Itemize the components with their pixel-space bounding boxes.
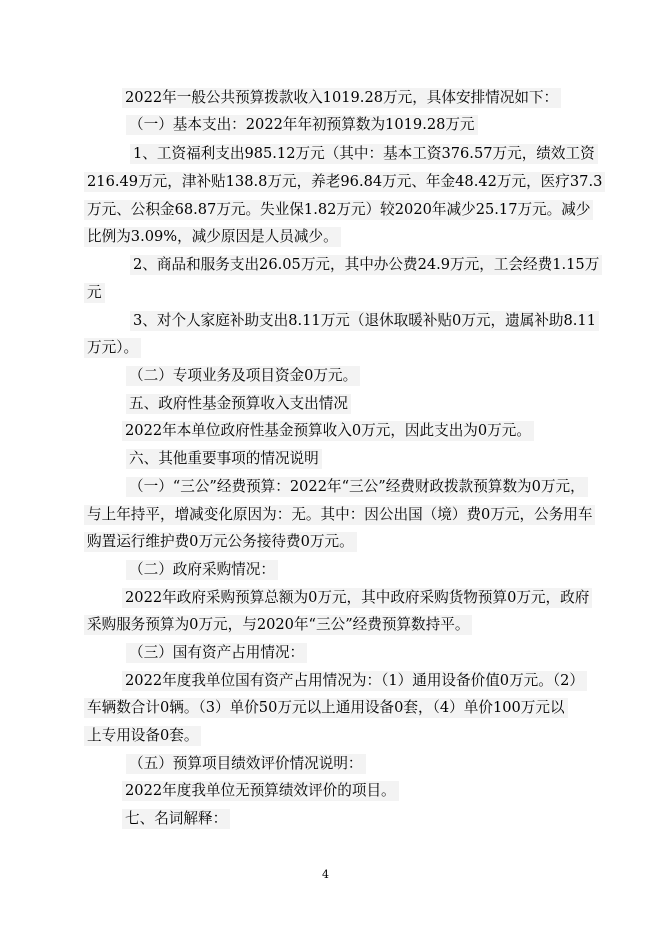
- text-line: 万元、公积金68.87万元。失业保1.82万元）较2020年减少25.17万元。减少: [84, 200, 593, 220]
- text-line: 比例为3.09%，减少原因是人员减少。: [84, 227, 341, 247]
- text-line: 216.49万元，津补贴138.8万元，养老96.84万元、年金48.42万元，医疗37.3: [84, 172, 605, 192]
- text-line: 1、工资福利支出985.12万元（其中：基本工资376.57万元，绩效工资: [130, 144, 598, 164]
- text-line: 2022年度我单位无预算绩效评价的项目。: [122, 781, 399, 801]
- text-line: 2022年本单位政府性基金预算收入0万元，因此支出为0万元。: [122, 421, 534, 441]
- text-line: 2、商品和服务支出26.05万元，其中办公费24.9万元，工会经费1.15万: [130, 255, 602, 275]
- text-line: 3、对个人家庭补助支出8.11万元（退休取暖补贴0万元，遗属补助8.11: [130, 311, 599, 331]
- text-line: （一）基本支出：2022年年初预算数为1019.28万元: [126, 115, 478, 135]
- text-line: 万元）。: [84, 338, 141, 358]
- text-line: 2022年度我单位国有资产占用情况为：（1）通用设备价值0万元。（2）: [122, 671, 587, 691]
- page-number: 4: [322, 868, 329, 881]
- text-line: （二）政府采购情况：: [126, 560, 278, 580]
- text-line: （三）国有资产占用情况：: [126, 643, 307, 663]
- text-line: 与上年持平，增减变化原因为：无。其中：因公出国（境）费0万元，公务用车: [84, 505, 595, 525]
- text-line: （五）预算项目绩效评价情况说明：: [126, 754, 366, 774]
- text-line: 七、名词解释：: [122, 809, 230, 829]
- text-line: 购置运行维护费0万元公务接待费0万元。: [84, 532, 357, 552]
- text-line: （一）“三公”经费预算：2022年“三公”经费财政拨款预算数为0万元，: [126, 477, 588, 497]
- text-line: 2022年一般公共预算拨款收入1019.28万元，具体安排情况如下：: [122, 88, 561, 108]
- text-line: 元: [84, 283, 105, 303]
- text-line: 采购服务预算为0万元，与2020年“三公”经费预算数持平。: [84, 615, 472, 635]
- text-line: 车辆数合计0辆。（3）单价50万元以上通用设备0套，（4）单价100万元以: [84, 698, 568, 718]
- text-line: 六、其他重要事项的情况说明: [126, 449, 322, 469]
- text-line: 上专用设备0套。: [84, 726, 201, 746]
- text-line: 五、政府性基金预算收入支出情况: [126, 394, 351, 414]
- text-line: （二）专项业务及项目资金0万元。: [126, 366, 360, 386]
- text-line: 2022年政府采购预算总额为0万元，其中政府采购货物预算0万元，政府: [122, 588, 592, 608]
